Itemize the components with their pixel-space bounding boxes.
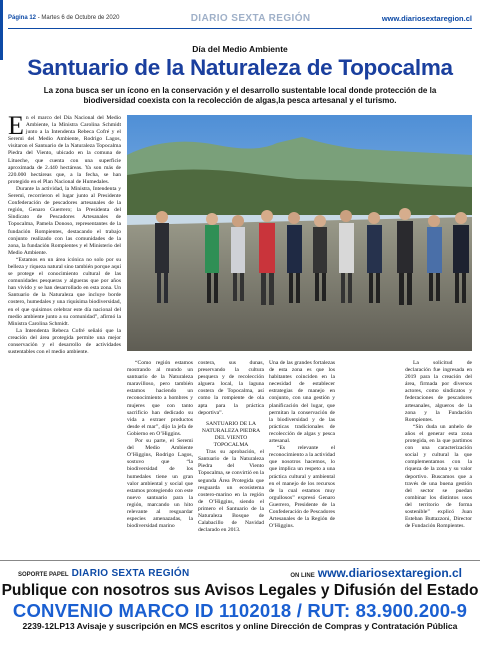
page-number: Página 12 [8,15,37,21]
paragraph: “Sin duda un anhelo de años el generar esta zona protegida, en la que partimos con una caracterización social y cultural la que complementamos con la riqueza de la zona y su valor deportivo. Buscamos que a través de una buena gestión del sector se puedan combinar los distintos usos del territorio de forma sostenible” explicó Juan Esteban Buttazzoni, Director de Fundación Rompientes. [405,423,472,530]
convenio-banner: CONVENIO MARCO ID 1102018 / RUT: 83.900.200-9 [12,600,468,621]
paragraph: “Es relevante el reconocimiento a la actividad que nosotros hacemos, lo que implica un respeto a una práctica cultural y ambiental en el manejo de los recursos de la cual estamos muy orgullosos” expresó Genaro Guerrero, Presidente de la Confederación de Pescadores Artesanales de la Región de O’Higgins. [269,445,335,530]
paragraph: En el marco del Día Nacional del Medio Ambiente, la Ministra Carolina Schmidt junto a la Intendenta Rebeca Cofré y el Seremi del Medio Ambiente, Rodrigo Lagos, visitaron el Santuario de la Naturaleza Topocalma Piedra del Viento, ubicado en la comuna de Litueche, que cuenta con una superficie aproximada de 2.440 hectáreas. Ya son más de 220.000 hectáreas que, a la fecha, se han protegido en el Plan Nacional de Humedales. [8,115,121,185]
paragraph: costera, sus dunas, preservando la cultura pesquera y de recolección alguera local, la laguna costera de Topocalma, así como la rompiente de ola apta para la práctica deportiva”. [198,360,264,416]
page-header [8,10,472,26]
paragraph: Por su parte, el Seremi del Medio Ambiente O’Higgins, Rodrigo Lagos, sostuvo que “la biodiversidad de los humedales tiene un gran valor ambiental y social que estamos protegiendo con este nuevo santuario para la región, marcando un hito relevante al resguardar especies amenazadas, la biodiversidad marino [127,438,193,530]
support-label: SOPORTE PAPEL [18,571,69,578]
paragraph: La Intendenta Rebeca Cofré señaló que la creación del área protegida permite una mejor conservación y el desarrollo de actividades sustentables con el medio ambiente. [8,327,121,356]
article-column-5 [405,360,472,555]
inscripcion-line: 2239-12LP13 Avisaje y suscripción en MCS escritos y online Dirección de Compras y Contratación Pública [22,621,458,631]
masthead: DIARIO SEXTA REGIÓN [190,12,311,24]
paragraph: “Como región estamos mostrando al mundo un santuario de la Naturaleza maravilloso, pero también estamos haciendo un reconocimiento a hombres y mujeres que con tanto sacrificio han dedicado su vida a extraer productos desde el mar”, dijo la jefa de Gobierno en O’Higgins. [127,360,193,437]
section-subhead: SANTUARIO DE LA NATURALEZA PIEDRA DEL VIENTO TOPOCALMA [201,420,261,449]
article-title: Santuario de la Naturaleza de Topocalma [27,55,453,80]
paragraph: Una de las grandes fortalezas de esta zona es que los habitantes coinciden en la necesidad de establecer estrategias de manejo en conjunto, con una gestión y planificación del lugar, que permitan la conservación de la biodiversidad y de las prácticas tradicionales de recolección de algas y pesca artesanal. [269,360,335,445]
online-site-link[interactable]: www.diariosextaregion.cl [317,566,462,580]
paragraph: Durante la actividad, la Ministra, Intendenta y Seremi, recorrieron el lugar junto al Presidente Confederación de pescadores artesanales de la región, Genaro Guerrero; la Presidenta del Sindicato de Pescadores Artesanales de Topocalma, Pamela Donoso, representantes de la fundación Rompientes, destacando el trabajo conjunto realizado con las comunidades de la zona, la fundación Rompientes y el Ministerio del Medio Ambiente. [8,185,121,256]
publique-banner: Publique con nosotros sus Avisos Legales y Difusión del Estado [1,582,479,599]
paper-support [18,568,190,579]
online-support [290,566,462,580]
support-bar [0,565,480,581]
paragraph: Tras su aprobación, el Santuario de la Naturaleza Piedra del Viento Topocalma, se convirtió en la segunda Área Protegida que resguarda un ecosistema costero-marino en la región de O’Higgins, siendo el primero el Santuario de la Naturaleza Bosque de Calabacillo de Navidad declarado en 2013. [198,449,264,534]
header-rule [8,28,472,29]
article-column-4 [269,360,335,555]
group-photo-illustration [127,115,472,351]
article-column-2 [127,360,193,555]
article-column-1 [8,115,121,555]
paragraph: “Estamos en un área icónica no solo por su belleza y riqueza natural sino también porque aquí se protege el conocimiento cultural de las comunidades pesqueras y algueras que por años han vivido y se han desarrollado en esta zona. Un Santuario de la Naturaleza que incluye borde costero, humedales y una riquísima biodiversidad, en el que quisimos celebrar este día nacional del medio ambiente junto a su comunidad”, afirmó la Ministra Carolina Schmidt. [8,256,121,327]
footer-rule [0,560,480,561]
article-kicker: Día del Medio Ambiente [192,44,288,54]
support-name: DIARIO SEXTA REGIÓN [71,567,190,579]
page-info [8,15,119,21]
issue-date: - Martes 6 de Octubre de 2020 [37,15,120,21]
paragraph: La solicitud de declaración fue ingresada en 2019 para la creación del área, firmada por diversos actores, como sindicatos y federaciones de pescadores artesanales, algueros de la zona y la Fundación Rompientes. [405,360,472,423]
drop-cap: E [8,115,24,140]
article-column-3 [198,360,264,555]
site-url[interactable]: www.diariosextaregion.cl [381,13,472,23]
article-lead: La zona busca ser un ícono en la conservación y el desarrollo sustentable local donde protección de la biodiversidad coexista con la recolección de algas,la pesca artesanal y el turismo. [43,86,437,106]
article-photo [127,115,472,351]
online-label: ON LINE [290,573,315,579]
